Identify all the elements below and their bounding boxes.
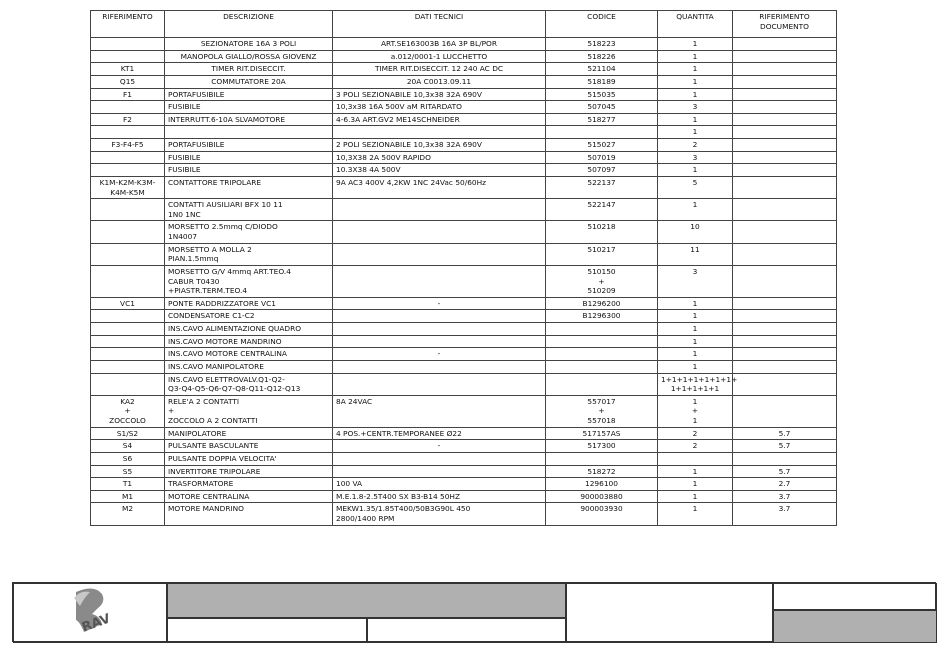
header-riferimento: RIFERIMENTO: [91, 11, 165, 38]
cell-riferimento: M2: [91, 503, 165, 525]
cell-riferimento-documento: [733, 88, 837, 101]
cell-codice: 518272: [546, 465, 658, 478]
header-descrizione: DESCRIZIONE: [165, 11, 333, 38]
cell-dati-tecnici: [333, 452, 546, 465]
cell-quantita: 3: [658, 101, 733, 114]
cell-riferimento-documento: [733, 373, 837, 395]
table-row: [91, 323, 837, 336]
table-row: [91, 176, 837, 198]
cell-codice: 518226: [546, 50, 658, 63]
cell-dati-tecnici: [333, 265, 546, 297]
cell-riferimento: [91, 310, 165, 323]
cell-quantita: 1: [658, 503, 733, 525]
cell-quantita: 5: [658, 176, 733, 198]
table-header-row: [91, 11, 837, 38]
cell-riferimento-documento: [733, 126, 837, 139]
cell-descrizione: RELE'A 2 CONTATTI + ZOCCOLO A 2 CONTATTI: [165, 395, 333, 427]
cell-quantita: 1: [658, 126, 733, 139]
cell-descrizione: PULSANTE BASCULANTE: [165, 440, 333, 453]
title-field-bottom-right-gray: [773, 610, 937, 643]
cell-riferimento-documento: [733, 243, 837, 265]
cell-riferimento: [91, 335, 165, 348]
cell-riferimento-documento: [733, 176, 837, 198]
table-row: [91, 452, 837, 465]
cell-dati-tecnici: 100 VA: [333, 478, 546, 491]
title-field-middle: [566, 583, 773, 643]
cell-quantita: 1: [658, 297, 733, 310]
cell-dati-tecnici: [333, 335, 546, 348]
title-field-right: [367, 618, 566, 643]
cell-quantita: 1: [658, 199, 733, 221]
table-body: [91, 38, 837, 526]
cell-riferimento-documento: 5.7: [733, 465, 837, 478]
cell-riferimento: KT1: [91, 63, 165, 76]
header-dati-tecnici: DATI TECNICI: [333, 11, 546, 38]
cell-quantita: 1 + 1: [658, 395, 733, 427]
cell-codice: 515035: [546, 88, 658, 101]
table-row: [91, 199, 837, 221]
cell-codice: 517300: [546, 440, 658, 453]
cell-riferimento-documento: [733, 323, 837, 336]
table-row: [91, 478, 837, 491]
cell-riferimento: M1: [91, 490, 165, 503]
cell-riferimento-documento: [733, 50, 837, 63]
cell-riferimento-documento: [733, 452, 837, 465]
table-row: [91, 164, 837, 177]
cell-descrizione: INVERTITORE TRIPOLARE: [165, 465, 333, 478]
cell-descrizione: MANIPOLATORE: [165, 427, 333, 440]
cell-quantita: 1: [658, 323, 733, 336]
logo-cell: [13, 583, 167, 643]
cell-codice: [546, 335, 658, 348]
cell-descrizione: INS.CAVO ELETTROVALV.Q1-Q2- Q3-Q4-Q5-Q6-Q7-Q8-Q11-Q12-Q13: [165, 373, 333, 395]
cell-riferimento: F2: [91, 113, 165, 126]
rav-logo-icon: [14, 584, 168, 642]
cell-dati-tecnici: a.012/0001-1 LUCCHETTO: [333, 50, 546, 63]
cell-riferimento: K1M-K2M-K3M- K4M-K5M: [91, 176, 165, 198]
cell-dati-tecnici: [333, 373, 546, 395]
cell-descrizione: COMMUTATORE 20A: [165, 75, 333, 88]
cell-riferimento-documento: [733, 151, 837, 164]
table-row: [91, 63, 837, 76]
cell-riferimento-documento: [733, 395, 837, 427]
table-row: [91, 490, 837, 503]
cell-codice: 507019: [546, 151, 658, 164]
cell-riferimento: [91, 164, 165, 177]
cell-dati-tecnici: 8A 24VAC: [333, 395, 546, 427]
cell-riferimento-documento: [733, 335, 837, 348]
cell-codice: [546, 323, 658, 336]
cell-codice: 510217: [546, 243, 658, 265]
cell-riferimento-documento: [733, 348, 837, 361]
cell-riferimento: [91, 243, 165, 265]
table-row: [91, 395, 837, 427]
cell-codice: 518277: [546, 113, 658, 126]
cell-dati-tecnici: [333, 199, 546, 221]
cell-dati-tecnici: [333, 360, 546, 373]
cell-descrizione: MOTORE MANDRINO: [165, 503, 333, 525]
cell-codice: 522137: [546, 176, 658, 198]
cell-riferimento: F3-F4-F5: [91, 139, 165, 152]
cell-riferimento-documento: 3.7: [733, 490, 837, 503]
table-row: [91, 297, 837, 310]
cell-riferimento: [91, 360, 165, 373]
cell-dati-tecnici: 10,3x38 16A 500V aM RITARDATO: [333, 101, 546, 114]
table-row: [91, 139, 837, 152]
cell-riferimento-documento: 3.7: [733, 503, 837, 525]
cell-descrizione: TIMER RIT.DISECCIT.: [165, 63, 333, 76]
title-block: [12, 582, 936, 642]
cell-quantita: 1: [658, 310, 733, 323]
cell-descrizione: SEZIONATORE 16A 3 POLI: [165, 38, 333, 51]
cell-quantita: 1: [658, 88, 733, 101]
cell-dati-tecnici: 20A C0013.09.11: [333, 75, 546, 88]
cell-quantita: 1: [658, 164, 733, 177]
cell-descrizione: PULSANTE DOPPIA VELOCITA': [165, 452, 333, 465]
cell-quantita: 1: [658, 490, 733, 503]
table-row: [91, 335, 837, 348]
cell-riferimento: S4: [91, 440, 165, 453]
cell-riferimento-documento: [733, 199, 837, 221]
cell-riferimento-documento: [733, 63, 837, 76]
cell-dati-tecnici: MEKW1.35/1.85T400/50B3G90L 450 2800/1400 RPM: [333, 503, 546, 525]
cell-riferimento: [91, 38, 165, 51]
cell-riferimento-documento: 5.7: [733, 440, 837, 453]
cell-quantita: 1: [658, 38, 733, 51]
cell-codice: 518189: [546, 75, 658, 88]
cell-codice: B1296300: [546, 310, 658, 323]
cell-riferimento-documento: [733, 221, 837, 243]
cell-dati-tecnici: ART.SE163003B 16A 3P BL/POR: [333, 38, 546, 51]
cell-codice: [546, 348, 658, 361]
table-row: [91, 126, 837, 139]
cell-riferimento-documento: [733, 113, 837, 126]
cell-dati-tecnici: M.E.1.8-2.5T400 SX B3-B14 50HZ: [333, 490, 546, 503]
table-row: [91, 50, 837, 63]
table-row: [91, 88, 837, 101]
table-row: [91, 310, 837, 323]
cell-riferimento-documento: [733, 265, 837, 297]
cell-quantita: 11: [658, 243, 733, 265]
table-row: [91, 440, 837, 453]
cell-codice: 522147: [546, 199, 658, 221]
cell-codice: 518223: [546, 38, 658, 51]
cell-riferimento: VC1: [91, 297, 165, 310]
cell-descrizione: MORSETTO G/V 4mmq ART.TEO.4 CABUR T0430 +PIASTR.TERM.TEO.4: [165, 265, 333, 297]
cell-dati-tecnici: 2 POLI SEZIONABILE 10,3x38 32A 690V: [333, 139, 546, 152]
cell-quantita: 1: [658, 348, 733, 361]
title-field-left: [167, 618, 367, 643]
cell-dati-tecnici: [333, 310, 546, 323]
cell-dati-tecnici: [333, 243, 546, 265]
table-row: [91, 151, 837, 164]
cell-riferimento: [91, 126, 165, 139]
cell-riferimento-documento: [733, 164, 837, 177]
cell-riferimento: [91, 373, 165, 395]
cell-riferimento-documento: [733, 139, 837, 152]
cell-descrizione: CONTATTORE TRIPOLARE: [165, 176, 333, 198]
svg-text:RAV: RAV: [79, 611, 113, 636]
cell-codice: [546, 126, 658, 139]
cell-descrizione: FUSIBILE: [165, 151, 333, 164]
cell-dati-tecnici: 3 POLI SEZIONABILE 10,3x38 32A 690V: [333, 88, 546, 101]
cell-quantita: 1: [658, 465, 733, 478]
cell-codice: 557017 + 557018: [546, 395, 658, 427]
cell-descrizione: INTERRUTT.6-10A SLVAMOTORE: [165, 113, 333, 126]
cell-quantita: 2: [658, 139, 733, 152]
cell-codice: 507045: [546, 101, 658, 114]
header-codice: CODICE: [546, 11, 658, 38]
cell-riferimento-documento: 2.7: [733, 478, 837, 491]
cell-descrizione: MANOPOLA GIALLO/ROSSA GIOVENZ: [165, 50, 333, 63]
cell-codice: 510150 + 510209: [546, 265, 658, 297]
table-row: [91, 465, 837, 478]
cell-codice: 515027: [546, 139, 658, 152]
cell-descrizione: INS.CAVO MANIPOLATORE: [165, 360, 333, 373]
cell-dati-tecnici: 4 POS.+CENTR.TEMPORANEE Ø22: [333, 427, 546, 440]
cell-quantita: 3: [658, 151, 733, 164]
table-row: [91, 360, 837, 373]
cell-riferimento-documento: [733, 38, 837, 51]
cell-riferimento: [91, 323, 165, 336]
cell-dati-tecnici: [333, 221, 546, 243]
cell-riferimento: S6: [91, 452, 165, 465]
cell-riferimento: [91, 151, 165, 164]
table-row: [91, 243, 837, 265]
cell-dati-tecnici: 4-6.3A ART.GV2 ME14SCHNEIDER: [333, 113, 546, 126]
cell-dati-tecnici: -: [333, 440, 546, 453]
cell-codice: [546, 373, 658, 395]
cell-quantita: 1: [658, 360, 733, 373]
cell-quantita: [658, 452, 733, 465]
header-quantita: QUANTITA: [658, 11, 733, 38]
cell-codice: 517157AS: [546, 427, 658, 440]
table-row: [91, 503, 837, 525]
cell-riferimento-documento: [733, 310, 837, 323]
cell-riferimento: [91, 199, 165, 221]
cell-quantita: 1+1+1+1+1+1+1+ 1+1+1+1+1: [658, 373, 733, 395]
cell-riferimento: [91, 50, 165, 63]
cell-riferimento: [91, 348, 165, 361]
cell-riferimento-documento: [733, 101, 837, 114]
cell-dati-tecnici: [333, 465, 546, 478]
cell-riferimento-documento: 5.7: [733, 427, 837, 440]
cell-riferimento: S1/S2: [91, 427, 165, 440]
cell-riferimento: [91, 265, 165, 297]
cell-descrizione: INS.CAVO MOTORE MANDRINO: [165, 335, 333, 348]
cell-codice: B1296200: [546, 297, 658, 310]
cell-quantita: 1: [658, 75, 733, 88]
cell-quantita: 3: [658, 265, 733, 297]
table-row: [91, 373, 837, 395]
cell-quantita: 2: [658, 427, 733, 440]
cell-riferimento: KA2 + ZOCCOLO: [91, 395, 165, 427]
cell-quantita: 1: [658, 113, 733, 126]
table-row: [91, 348, 837, 361]
header-riferimento-documento: RIFERIMENTO DOCUMENTO: [733, 11, 837, 38]
cell-dati-tecnici: 10,3X38 2A 500V RAPIDO: [333, 151, 546, 164]
cell-riferimento-documento: [733, 297, 837, 310]
cell-descrizione: CONTATTI AUSILIARI BFX 10 11 1N0 1NC: [165, 199, 333, 221]
cell-dati-tecnici: [333, 126, 546, 139]
cell-riferimento: S5: [91, 465, 165, 478]
cell-codice: [546, 360, 658, 373]
cell-quantita: 1: [658, 63, 733, 76]
cell-codice: 507097: [546, 164, 658, 177]
table-row: [91, 38, 837, 51]
cell-quantita: 1: [658, 478, 733, 491]
cell-codice: 1296100: [546, 478, 658, 491]
cell-dati-tecnici: -: [333, 297, 546, 310]
cell-descrizione: PONTE RADDRIZZATORE VC1: [165, 297, 333, 310]
cell-descrizione: INS.CAVO ALIMENTAZIONE QUADRO: [165, 323, 333, 336]
cell-dati-tecnici: -: [333, 348, 546, 361]
cell-dati-tecnici: 10.3X38 4A 500V: [333, 164, 546, 177]
cell-descrizione: CONDENSATORE C1-C2: [165, 310, 333, 323]
cell-descrizione: FUSIBILE: [165, 101, 333, 114]
cell-riferimento: F1: [91, 88, 165, 101]
cell-codice: 900003930: [546, 503, 658, 525]
cell-quantita: 1: [658, 335, 733, 348]
cell-codice: 521104: [546, 63, 658, 76]
cell-descrizione: MORSETTO 2.5mmq C/DIODO 1N4007: [165, 221, 333, 243]
cell-dati-tecnici: 9A AC3 400V 4,2KW 1NC 24Vac 50/60Hz: [333, 176, 546, 198]
table-row: [91, 75, 837, 88]
cell-codice: 510218: [546, 221, 658, 243]
cell-quantita: 10: [658, 221, 733, 243]
cell-descrizione: MORSETTO A MOLLA 2 PIAN.1.5mmq: [165, 243, 333, 265]
cell-riferimento-documento: [733, 360, 837, 373]
cell-quantita: 1: [658, 50, 733, 63]
cell-dati-tecnici: TIMER RIT.DISECCIT. 12 240 AC DC: [333, 63, 546, 76]
title-field-gray: [167, 583, 566, 618]
bill-of-materials-table: [90, 10, 837, 526]
cell-descrizione: TRASFORMATORE: [165, 478, 333, 491]
cell-codice: [546, 452, 658, 465]
cell-riferimento: T1: [91, 478, 165, 491]
cell-riferimento: [91, 101, 165, 114]
cell-riferimento: Q15: [91, 75, 165, 88]
table-row: [91, 265, 837, 297]
cell-codice: 900003880: [546, 490, 658, 503]
cell-descrizione: PORTAFUSIBILE: [165, 88, 333, 101]
cell-descrizione: FUSIBILE: [165, 164, 333, 177]
cell-descrizione: PORTAFUSIBILE: [165, 139, 333, 152]
cell-riferimento: [91, 221, 165, 243]
table-row: [91, 427, 837, 440]
table-row: [91, 221, 837, 243]
table-row: [91, 113, 837, 126]
cell-riferimento-documento: [733, 75, 837, 88]
cell-descrizione: [165, 126, 333, 139]
table-row: [91, 101, 837, 114]
cell-dati-tecnici: [333, 323, 546, 336]
cell-descrizione: MOTORE CENTRALINA: [165, 490, 333, 503]
title-field-top-right: [773, 583, 937, 610]
cell-descrizione: INS.CAVO MOTORE CENTRALINA: [165, 348, 333, 361]
cell-quantita: 2: [658, 440, 733, 453]
